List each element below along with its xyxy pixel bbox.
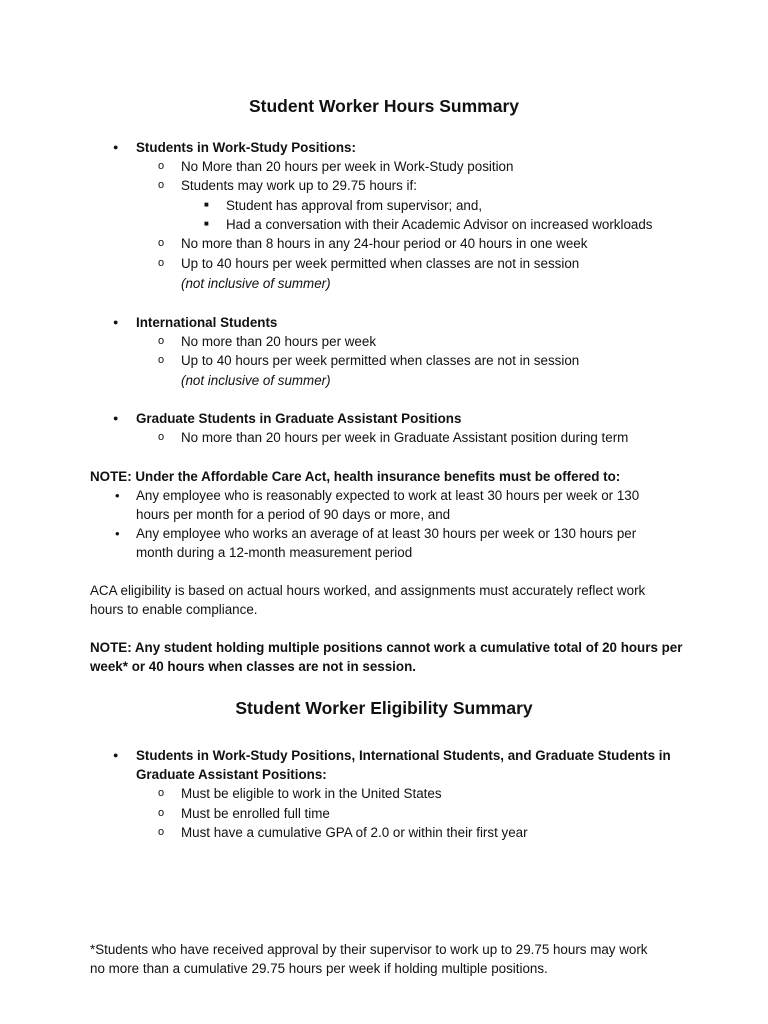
aca-note: NOTE: Under the Affordable Care Act, health insurance benefits must be offered to: (90, 469, 621, 484)
section-heading: Graduate Assistant Positions: (136, 767, 327, 782)
multiple-positions-note: week* or 40 hours when classes are not in session. (90, 659, 416, 674)
aca-paragraph: ACA eligibility is based on actual hours worked, and assignments must accurately reflect work (90, 583, 646, 598)
list-item: Must be enrolled full time (181, 806, 330, 821)
section-heading: Students in Work-Study Positions, International Students, and Graduate Students in (136, 748, 671, 763)
bullet-marker: ● (113, 317, 119, 327)
bullet-marker: • (115, 526, 120, 541)
list-item: Up to 40 hours per week permitted when classes are not in session (181, 353, 580, 368)
sub-bullet-marker: o (158, 179, 165, 191)
sub-bullet-marker: o (158, 160, 165, 172)
aca-item: Any employee who is reasonably expected to work at least 30 hours per week or 130 (136, 488, 640, 503)
bullet-marker: ● (113, 142, 119, 152)
bullet-marker: ● (113, 413, 119, 423)
footnote: no more than a cumulative 29.75 hours per week if holding multiple positions. (90, 961, 548, 976)
sub-bullet-marker: o (158, 807, 165, 819)
sub-bullet-marker: o (158, 787, 165, 799)
section-heading: Graduate Students in Graduate Assistant Positions (136, 411, 462, 426)
list-item: Must be eligible to work in the United States (181, 786, 442, 801)
list-item-note: (not inclusive of summer) (181, 373, 331, 388)
list-item: No more than 20 hours per week (181, 334, 377, 349)
list-item: No more than 8 hours in any 24-hour period or 40 hours in one week (181, 236, 588, 251)
section-heading: International Students (136, 315, 278, 330)
sub-bullet-marker: o (158, 257, 165, 269)
sub-bullet-marker: o (158, 237, 165, 249)
list-item: Had a conversation with their Academic Advisor on increased workloads (226, 217, 653, 232)
aca-item: month during a 12-month measurement period (136, 545, 413, 560)
list-item: Students may work up to 29.75 hours if: (181, 178, 417, 193)
square-bullet-marker: ■ (204, 219, 209, 228)
section-title: Student Worker Eligibility Summary (235, 698, 533, 718)
sub-bullet-marker: o (158, 335, 165, 347)
multiple-positions-note: NOTE: Any student holding multiple positions cannot work a cumulative total of 20 hours per (90, 640, 683, 655)
list-item: No More than 20 hours per week in Work-Study position (181, 159, 514, 174)
list-item: No more than 20 hours per week in Graduate Assistant position during term (181, 430, 629, 445)
aca-item: hours per month for a period of 90 days or more, and (136, 507, 451, 522)
list-item-note: (not inclusive of summer) (181, 276, 331, 291)
aca-item: Any employee who works an average of at least 30 hours per week or 130 hours per (136, 526, 637, 541)
list-item: Up to 40 hours per week permitted when classes are not in session (181, 256, 580, 271)
footnote: *Students who have received approval by their supervisor to work up to 29.75 hours may work (90, 942, 648, 957)
list-item: Must have a cumulative GPA of 2.0 or within their first year (181, 825, 528, 840)
bullet-marker: • (115, 488, 120, 503)
aca-paragraph: hours to enable compliance. (90, 602, 258, 617)
bullet-marker: ● (113, 750, 119, 760)
square-bullet-marker: ■ (204, 200, 209, 209)
sub-bullet-marker: o (158, 431, 165, 443)
section-heading: Students in Work-Study Positions: (136, 140, 356, 155)
page-title: Student Worker Hours Summary (248, 96, 519, 116)
sub-bullet-marker: o (158, 826, 165, 838)
sub-bullet-marker: o (158, 354, 165, 366)
list-item: Student has approval from supervisor; and, (226, 198, 483, 213)
